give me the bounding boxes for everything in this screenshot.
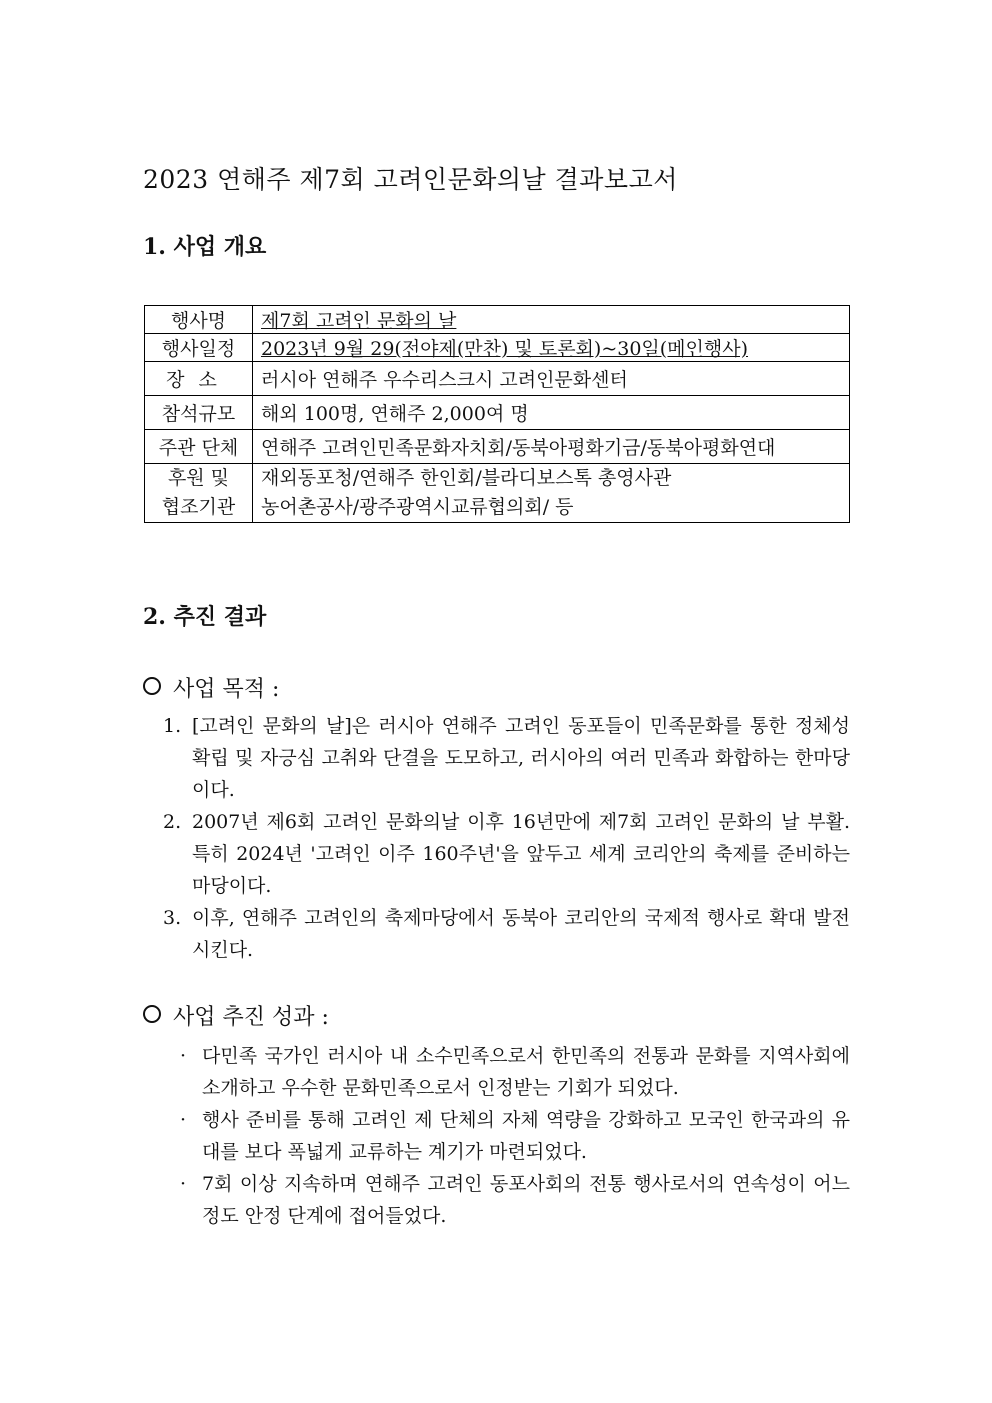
- table-row: [145, 464, 850, 523]
- list-item-text: 다민족 국가인 러시아 내 소수민족으로서 한민족의 전통과 문화를 지역사회에 소개하고 우수한 문화민족으로서 인정받는 기회가 되었다.: [202, 1045, 850, 1099]
- circle-bullet-icon: [143, 1005, 161, 1023]
- table-row: [145, 334, 850, 362]
- row-value-organizer: 연해주 고려인민족문화자치회/동북아평화기금/동북아평화연대: [253, 430, 850, 464]
- list-item-text: [고려인 문화의 날]은 러시아 연해주 고려인 동포들이 민족문화를 통한 정체성 확립 및 자긍심 고취와 단결을 도모하고, 러시아의 여러 민족과 화합하는 한마당이다.: [192, 715, 850, 801]
- list-item-text: 7회 이상 지속하며 연해주 고려인 동포사회의 전통 행사로서의 연속성이 어느 정도 안정 단계에 접어들었다.: [202, 1173, 850, 1227]
- list-item: [178, 1168, 850, 1232]
- list-number: 3.: [163, 907, 182, 929]
- row-label-attendance: 참석규모: [145, 396, 253, 430]
- event-name-text: 제7회 고려인 문화의 날: [261, 310, 457, 332]
- venue-label-text: 장소: [166, 369, 231, 391]
- row-value-sponsors: [253, 464, 850, 523]
- dot-bullet-icon: ·: [180, 1045, 187, 1067]
- sponsors-value-line1: 재외동포청/연해주 한인회/블라디보스톡 총영사관: [261, 467, 672, 489]
- list-item: [163, 806, 850, 902]
- achievements-heading: [143, 1000, 329, 1031]
- sponsors-label-line1: 후원 및: [167, 467, 230, 489]
- document-title: 2023 연해주 제7회 고려인문화의날 결과보고서: [143, 165, 678, 194]
- objectives-heading-text: 사업 목적 :: [173, 677, 280, 702]
- sponsors-value-line2: 농어촌공사/광주광역시교류협의회/ 등: [261, 496, 574, 518]
- list-item: [163, 902, 850, 966]
- table-row: [145, 430, 850, 464]
- circle-bullet-icon: [143, 677, 161, 695]
- table-row: [145, 362, 850, 396]
- section-heading-overview: 1. 사업 개요: [143, 234, 267, 260]
- sponsors-label-line2: 협조기관: [161, 496, 236, 518]
- list-item-text: 행사 준비를 통해 고려인 제 단체의 자체 역량을 강화하고 모국인 한국과의 유대를 보다 폭넓게 교류하는 계기가 마련되었다.: [202, 1109, 850, 1163]
- objectives-heading: [143, 672, 279, 703]
- row-label-schedule: 행사일정: [145, 334, 253, 362]
- objectives-list: [163, 710, 850, 966]
- section-heading-results: 2. 추진 결과: [143, 604, 267, 630]
- achievements-list: [178, 1040, 850, 1232]
- achievements-heading-text: 사업 추진 성과 :: [173, 1005, 329, 1030]
- row-value-venue: 러시아 연해주 우수리스크시 고려인문화센터: [253, 362, 850, 396]
- row-label-venue: [145, 362, 253, 396]
- row-label-sponsors: [145, 464, 253, 523]
- row-label-organizer: 주관 단체: [145, 430, 253, 464]
- list-item: [178, 1104, 850, 1168]
- row-label-event-name: 행사명: [145, 306, 253, 334]
- dot-bullet-icon: ·: [180, 1173, 187, 1195]
- list-item: [163, 710, 850, 806]
- list-item: [178, 1040, 850, 1104]
- dot-bullet-icon: ·: [180, 1109, 187, 1131]
- row-value-attendance: 해외 100명, 연해주 2,000여 명: [253, 396, 850, 430]
- list-number: 2.: [163, 811, 182, 833]
- list-item-text: 2007년 제6회 고려인 문화의날 이후 16년만에 제7회 고려인 문화의 날 부활. 특히 2024년 '고려인 이주 160주년'을 앞두고 세계 코리안의 축제를 준비하는 마당이다.: [192, 811, 850, 897]
- schedule-text: 2023년 9월 29(전야제(만찬) 및 토론회)~30일(메인행사): [261, 338, 749, 360]
- list-number: 1.: [163, 715, 182, 737]
- row-value-schedule: [253, 334, 850, 362]
- table-row: [145, 306, 850, 334]
- overview-table: [144, 305, 850, 523]
- list-item-text: 이후, 연해주 고려인의 축제마당에서 동북아 코리안의 국제적 행사로 확대 발전시킨다.: [192, 907, 850, 961]
- table-row: [145, 396, 850, 430]
- row-value-event-name: [253, 306, 850, 334]
